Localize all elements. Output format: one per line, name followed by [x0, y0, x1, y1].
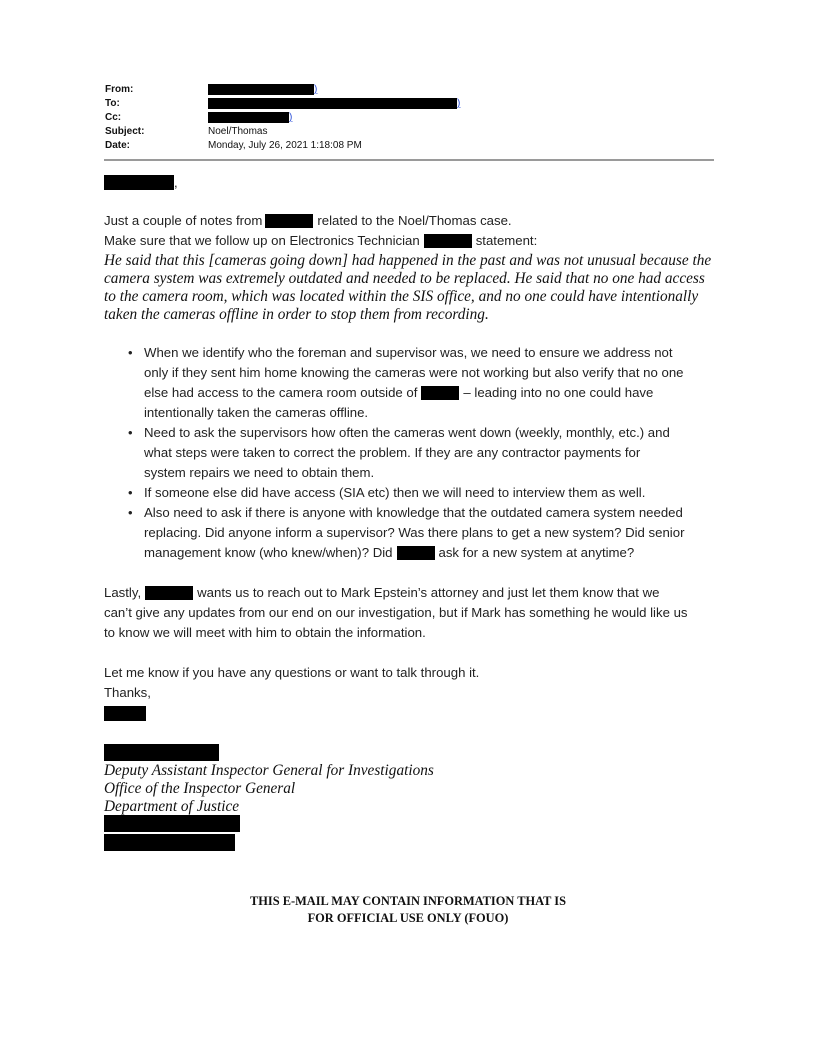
redaction-block	[208, 84, 314, 95]
redaction-block	[208, 112, 289, 123]
redaction-block	[104, 815, 240, 832]
list-item-text: ask for a new system at anytime?	[438, 545, 635, 560]
list-item	[126, 503, 716, 563]
paragraph-text: to know we will meet with him to obtain the information.	[104, 625, 426, 640]
list-item-text: only if they sent him home knowing the cameras were not working but also verify that no one	[144, 365, 684, 380]
from-row	[105, 82, 714, 96]
signature-department: Department of Justice	[104, 798, 240, 815]
intro-text: Just a couple of notes from	[104, 213, 263, 228]
header-divider	[104, 159, 714, 161]
list-item-text: else had access to the camera room outside of	[144, 385, 418, 400]
cc-label: Cc:	[105, 111, 122, 123]
list-item	[126, 423, 716, 483]
cc-email-link[interactable]: )	[289, 111, 293, 123]
redaction-block	[397, 546, 435, 560]
intro-text: related to the Noel/Thomas case.	[317, 213, 512, 228]
list-item-text: • If someone else did have access (SIA etc) then we will need to interview them as well.	[144, 485, 646, 500]
salutation-comma: ,	[174, 175, 178, 190]
fouo-line: FOR OFFICIAL USE ONLY (FOUO)	[307, 911, 509, 925]
list-item-text: – leading into no one could have	[463, 385, 654, 400]
quoted-statement: He said that this [cameras going down] had happened in the past and was not unusual because the camera system was extremely outdated and needed to be replaced. He said that no one had access to the camera room, which was located within the SIS office, and no one could have intentionally taken the cameras offline in order to stop them from recording.	[104, 252, 712, 323]
closing-text: Let me know if you have any questions or want to talk through it.	[104, 665, 480, 680]
list-item-text: management know (who knew/when)? Did	[144, 545, 393, 560]
signature-office: Office of the Inspector General	[104, 780, 296, 797]
from-label: From:	[105, 83, 134, 95]
signature-block	[104, 762, 434, 816]
list-item-text: intentionally taken the cameras offline.	[144, 405, 369, 420]
paragraph-text: can’t give any updates from our end on our investigation, but if Mark has something he would like us	[104, 605, 688, 620]
closing-paragraph	[104, 663, 714, 703]
list-item	[126, 343, 716, 423]
date-row	[105, 138, 714, 152]
redaction-block	[421, 386, 459, 400]
list-item-text: • When we identify who the foreman and supervisor was, we need to ensure we address not	[144, 345, 673, 360]
notes-list	[126, 343, 716, 563]
paragraph-text: wants us to reach out to Mark Epstein’s attorney and just let them know that we	[197, 585, 660, 600]
redaction-block	[104, 744, 219, 761]
list-item	[126, 483, 716, 503]
redaction-block	[208, 98, 457, 109]
redaction-block	[104, 834, 235, 851]
intro-paragraph	[104, 211, 714, 251]
list-item-text: system repairs we need to obtain them.	[144, 465, 375, 480]
date-value: Monday, July 26, 2021 1:18:08 PM	[208, 139, 362, 151]
signature-title: Deputy Assistant Inspector General for Investigations	[104, 762, 434, 779]
lastly-paragraph	[104, 583, 714, 643]
redaction-block	[265, 214, 313, 228]
list-item-text: replacing. Did anyone inform a supervisor? Was there plans to get a new system? Did senior	[144, 525, 685, 540]
subject-row	[105, 124, 714, 138]
redaction-block	[145, 586, 193, 600]
email-header	[105, 82, 714, 152]
list-item-text: • Also need to ask if there is anyone with knowledge that the outdated camera system needed	[144, 505, 683, 520]
to-email-link[interactable]: )	[457, 97, 461, 109]
cc-row	[105, 110, 714, 124]
fouo-notice	[0, 893, 816, 927]
intro-text: statement:	[475, 233, 538, 248]
date-label: Date:	[105, 139, 131, 151]
salutation	[104, 175, 178, 190]
subject-value: Noel/Thomas	[208, 125, 268, 137]
list-item-text: what steps were taken to correct the problem. If they are any contractor payments for	[144, 445, 641, 460]
to-label: To:	[105, 97, 120, 109]
sign-off: Thanks,	[104, 685, 151, 700]
fouo-line: THIS E-MAIL MAY CONTAIN INFORMATION THAT IS	[249, 894, 566, 908]
to-row	[105, 96, 714, 110]
list-item-text: • Need to ask the supervisors how often the cameras went down (weekly, monthly, etc.) and	[144, 425, 670, 440]
subject-label: Subject:	[105, 125, 145, 137]
redaction-block	[424, 234, 472, 248]
paragraph-text: Lastly,	[104, 585, 142, 600]
redaction-block	[104, 706, 146, 721]
intro-text: Make sure that we follow up on Electronics Technician	[104, 233, 420, 248]
redaction-block	[104, 175, 174, 190]
from-email-link[interactable]: )	[314, 83, 318, 95]
